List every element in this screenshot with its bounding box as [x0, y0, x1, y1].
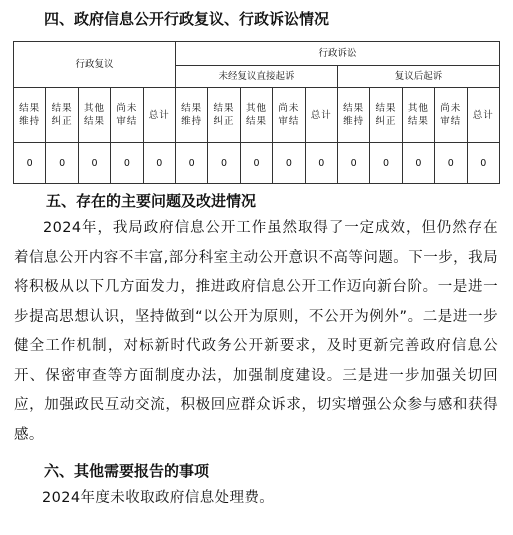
- admin-review-header: 行政复议: [14, 42, 176, 88]
- table-cell: 0: [14, 143, 46, 184]
- admin-litigation-header: 行政诉讼: [175, 42, 499, 66]
- review-litigation-table: [13, 41, 500, 184]
- col-header: 总计: [305, 88, 337, 143]
- table-cell: 0: [402, 143, 434, 184]
- col-header: 尚未审结: [111, 88, 143, 143]
- col-header: 尚未审结: [435, 88, 467, 143]
- table-cell: 0: [273, 143, 305, 184]
- section-heading-5: 五、存在的主要问题及改进情况: [46, 192, 257, 210]
- table-cell: 0: [175, 143, 207, 184]
- section-heading-6: 六、其他需要报告的事项: [44, 462, 210, 480]
- table-cell: 0: [208, 143, 240, 184]
- col-header: 其他结果: [240, 88, 272, 143]
- col-header: 结果纠正: [208, 88, 240, 143]
- col-header: 总计: [467, 88, 500, 143]
- col-header: 尚未审结: [273, 88, 305, 143]
- table-cell: 0: [435, 143, 467, 184]
- col-header: 结果纠正: [46, 88, 78, 143]
- table-cell: 0: [111, 143, 143, 184]
- col-header: 其他结果: [402, 88, 434, 143]
- section-6-paragraph: 2024年度未收取政府信息处理费。: [42, 490, 275, 506]
- col-header: 结果维持: [14, 88, 46, 143]
- table-cell: 0: [240, 143, 272, 184]
- col-header: 结果维持: [337, 88, 369, 143]
- table-cell: 0: [143, 143, 175, 184]
- col-header: 其他结果: [78, 88, 110, 143]
- table-cell: 0: [337, 143, 369, 184]
- no-review-header: 未经复议直接起诉: [175, 66, 337, 88]
- table-cell: 0: [78, 143, 110, 184]
- col-header: 结果纠正: [370, 88, 402, 143]
- after-review-header: 复议后起诉: [337, 66, 499, 88]
- table-cell: 0: [46, 143, 78, 184]
- section-heading-4: 四、政府信息公开行政复议、行政诉讼情况: [44, 10, 330, 28]
- table-cell: 0: [305, 143, 337, 184]
- table-cell: 0: [370, 143, 402, 184]
- col-header: 总计: [143, 88, 175, 143]
- col-header: 结果维持: [175, 88, 207, 143]
- section-5-paragraph: 2024年，我局政府信息公开工作虽然取得了一定成效，但仍然存在着信息公开内容不丰富,部分科室主动公开意识不高等问题。下一步，我局将积极从以下几方面发力，推进政府信息公开工作迈向新台阶。一是进一步提高思想认识，坚持做到“以公开为原则，不公开为例外”。二是进一步健全工作机制，对标新时代政务公开新要求，及时更新完善政府信息公开、保密审查等方面制度办法，加强制度建设。三是进一步加强关切回应，加强政民互动交流，积极回应群众诉求，切实增强公众参与感和获得感。: [14, 220, 498, 443]
- table-cell: 0: [467, 143, 500, 184]
